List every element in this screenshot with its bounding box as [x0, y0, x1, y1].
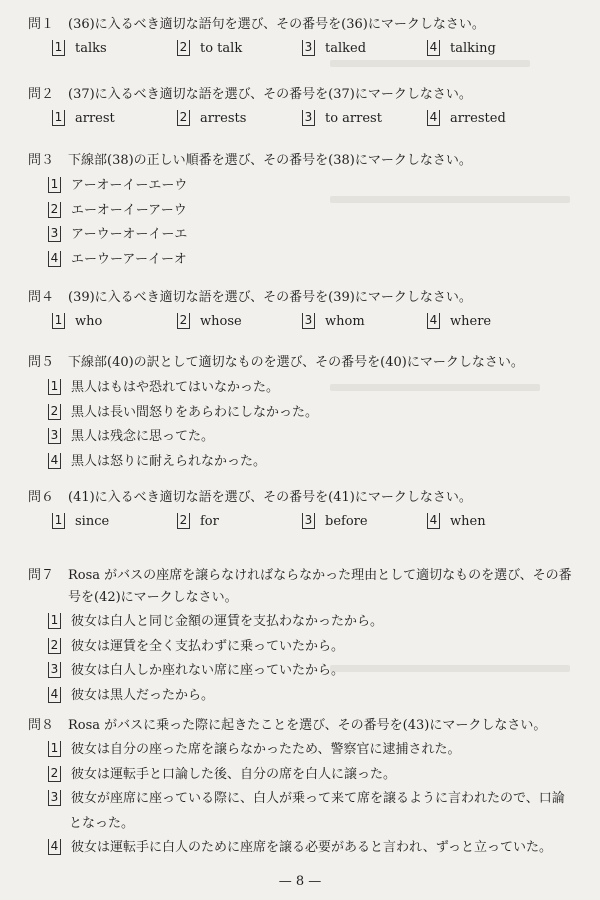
option-number-box: 1: [48, 379, 61, 395]
question-1: [28, 14, 588, 60]
option-number-box: 2: [177, 513, 190, 529]
option-text: talks: [75, 41, 107, 56]
question-text: (36)に入るべき適切な語句を選び、その番号を(36)にマークしなさい。: [68, 17, 485, 32]
option-text: アーオーイーエーウ: [71, 178, 188, 193]
option-text: 彼女は自分の座った席を譲らなかったため、警察官に逮捕された。: [71, 742, 461, 757]
option-3[interactable]: [48, 425, 588, 450]
question-text: Rosa がバスに乗った際に起きたことを選び、その番号を(43)にマークしなさい。: [68, 718, 547, 733]
option-text: whose: [200, 314, 242, 329]
option-text: talking: [450, 41, 496, 56]
option-number-box: 4: [427, 313, 440, 329]
question-number: 問５: [28, 355, 55, 370]
option-text: talked: [325, 41, 367, 56]
option-text: to arrest: [325, 111, 382, 126]
option-text: before: [325, 514, 368, 529]
option-3[interactable]: [302, 108, 427, 130]
option-1[interactable]: [52, 38, 177, 60]
option-4[interactable]: [427, 38, 552, 60]
question-number: 問４: [28, 290, 55, 305]
option-number-box: 4: [48, 687, 61, 703]
option-text: for: [200, 514, 219, 529]
page-number: — 8 —: [278, 874, 322, 889]
option-3-continued: となった。: [69, 815, 135, 831]
option-3[interactable]: [48, 659, 588, 684]
option-number-box: 4: [48, 453, 61, 469]
option-number-box: 4: [48, 251, 61, 267]
option-4[interactable]: [48, 836, 588, 861]
option-number-box: 3: [48, 662, 61, 678]
option-number-box: 1: [52, 513, 65, 529]
option-2[interactable]: [177, 311, 302, 333]
option-2[interactable]: [48, 635, 588, 660]
option-text: 彼女は黒人だったから。: [71, 687, 215, 703]
option-text: arrest: [75, 111, 115, 126]
question-text: 下線部(40)の訳として適切なものを選び、その番号を(40)にマークしなさい。: [68, 355, 524, 370]
option-text: 彼女は運賃を全く支払わずに乗っていたから。: [71, 638, 345, 654]
option-4[interactable]: [48, 248, 588, 273]
option-number-box: 2: [48, 766, 61, 782]
option-2[interactable]: [48, 763, 588, 788]
option-1[interactable]: [52, 511, 177, 533]
bleed-through-mark: [330, 60, 530, 67]
option-number-box: 1: [52, 313, 65, 329]
question-7: [28, 565, 588, 708]
option-4[interactable]: [427, 108, 552, 130]
option-number-box: 2: [177, 313, 190, 329]
option-number-box: 4: [427, 513, 440, 529]
option-number-box: 1: [48, 613, 61, 629]
option-2[interactable]: [48, 401, 588, 426]
option-1[interactable]: [48, 738, 588, 763]
option-text: 黒人はもはや恐れてはいなかった。: [71, 380, 280, 395]
option-text: 彼女は白人しか座れない席に座っていたから。: [71, 663, 345, 678]
option-4[interactable]: [427, 511, 552, 533]
option-text: アーウーオーイーエ: [71, 227, 188, 242]
option-text: who: [75, 314, 103, 329]
option-3[interactable]: [302, 38, 427, 60]
option-text: where: [450, 314, 492, 329]
option-number-box: 2: [48, 404, 61, 420]
option-number-box: 3: [302, 513, 315, 529]
option-3[interactable]: [48, 787, 588, 812]
question-number: 問８: [28, 718, 55, 733]
option-number-box: 3: [302, 313, 315, 329]
option-number-box: 4: [48, 839, 61, 855]
option-text: 黒人は怒りに耐えられなかった。: [71, 453, 267, 469]
question-3: [28, 150, 588, 272]
option-number-box: 1: [52, 40, 65, 56]
option-3[interactable]: [302, 511, 427, 533]
option-text: to talk: [200, 41, 243, 56]
question-8: [28, 715, 588, 861]
option-text: 彼女は運転手と口論した後、自分の席を白人に譲った。: [71, 766, 397, 782]
question-text: Rosa がバスの座席を譲らなければならなかった理由として適切なものを選び、その番: [68, 568, 572, 583]
option-4[interactable]: [48, 450, 588, 475]
option-number-box: 3: [48, 790, 61, 806]
option-text: when: [450, 514, 486, 529]
question-number: 問２: [28, 87, 55, 102]
option-number-box: 1: [48, 741, 61, 757]
option-text: 彼女は運転手に白人のために座席を譲る必要があると言われ、ずっと立っていた。: [71, 840, 553, 855]
option-2[interactable]: [177, 108, 302, 130]
option-2[interactable]: [177, 38, 302, 60]
question-text-continued: 号を(42)にマークしなさい。: [68, 590, 238, 605]
option-1[interactable]: [52, 108, 177, 130]
option-number-box: 3: [48, 428, 61, 444]
question-text: (39)に入るべき適切な語を選び、その番号を(39)にマークしなさい。: [68, 290, 472, 305]
option-number-box: 2: [48, 638, 61, 654]
option-2[interactable]: [177, 511, 302, 533]
option-number-box: 2: [48, 202, 61, 218]
option-text: 黒人は残念に思ってた。: [71, 429, 215, 444]
option-3[interactable]: [302, 311, 427, 333]
option-text: 黒人は長い間怒りをあらわにしなかった。: [71, 404, 319, 420]
option-number-box: 2: [177, 40, 190, 56]
option-number-box: 4: [427, 110, 440, 126]
option-text: 彼女が座席に座っている際に、白人が乗って来て席を譲るように言われたので、口論: [71, 791, 565, 806]
question-number: 問６: [28, 490, 55, 505]
option-2[interactable]: [48, 199, 588, 224]
option-1[interactable]: [48, 174, 588, 199]
option-1[interactable]: [48, 376, 588, 401]
option-text: arrested: [450, 111, 506, 126]
option-4[interactable]: [48, 684, 588, 709]
option-text: エーオーイーアーウ: [71, 202, 187, 218]
option-number-box: 2: [177, 110, 190, 126]
question-number: 問７: [28, 568, 55, 583]
question-2: [28, 84, 588, 130]
option-text: arrests: [200, 111, 247, 126]
option-number-box: 4: [427, 40, 440, 56]
question-6: [28, 487, 588, 533]
option-3[interactable]: [48, 223, 588, 248]
option-text: since: [75, 514, 110, 529]
question-text: (37)に入るべき適切な語を選び、その番号を(37)にマークしなさい。: [68, 87, 472, 102]
question-number: 問３: [28, 153, 55, 168]
option-1[interactable]: [52, 311, 177, 333]
option-text: エーウーアーイーオ: [71, 251, 187, 267]
option-number-box: 1: [48, 177, 61, 193]
option-number-box: 3: [302, 40, 315, 56]
option-1[interactable]: [48, 610, 588, 635]
option-number-box: 3: [48, 226, 61, 242]
option-number-box: 1: [52, 110, 65, 126]
question-5: [28, 352, 588, 474]
option-text: 彼女は白人と同じ金額の運賃を支払わなかったから。: [71, 614, 384, 629]
option-text: whom: [325, 314, 365, 329]
question-text: 下線部(38)の正しい順番を選び、その番号を(38)にマークしなさい。: [68, 153, 472, 168]
question-4: [28, 287, 588, 333]
question-text: (41)に入るべき適切な語を選び、その番号を(41)にマークしなさい。: [68, 490, 472, 505]
option-number-box: 3: [302, 110, 315, 126]
question-number: 問１: [28, 17, 55, 32]
option-4[interactable]: [427, 311, 552, 333]
